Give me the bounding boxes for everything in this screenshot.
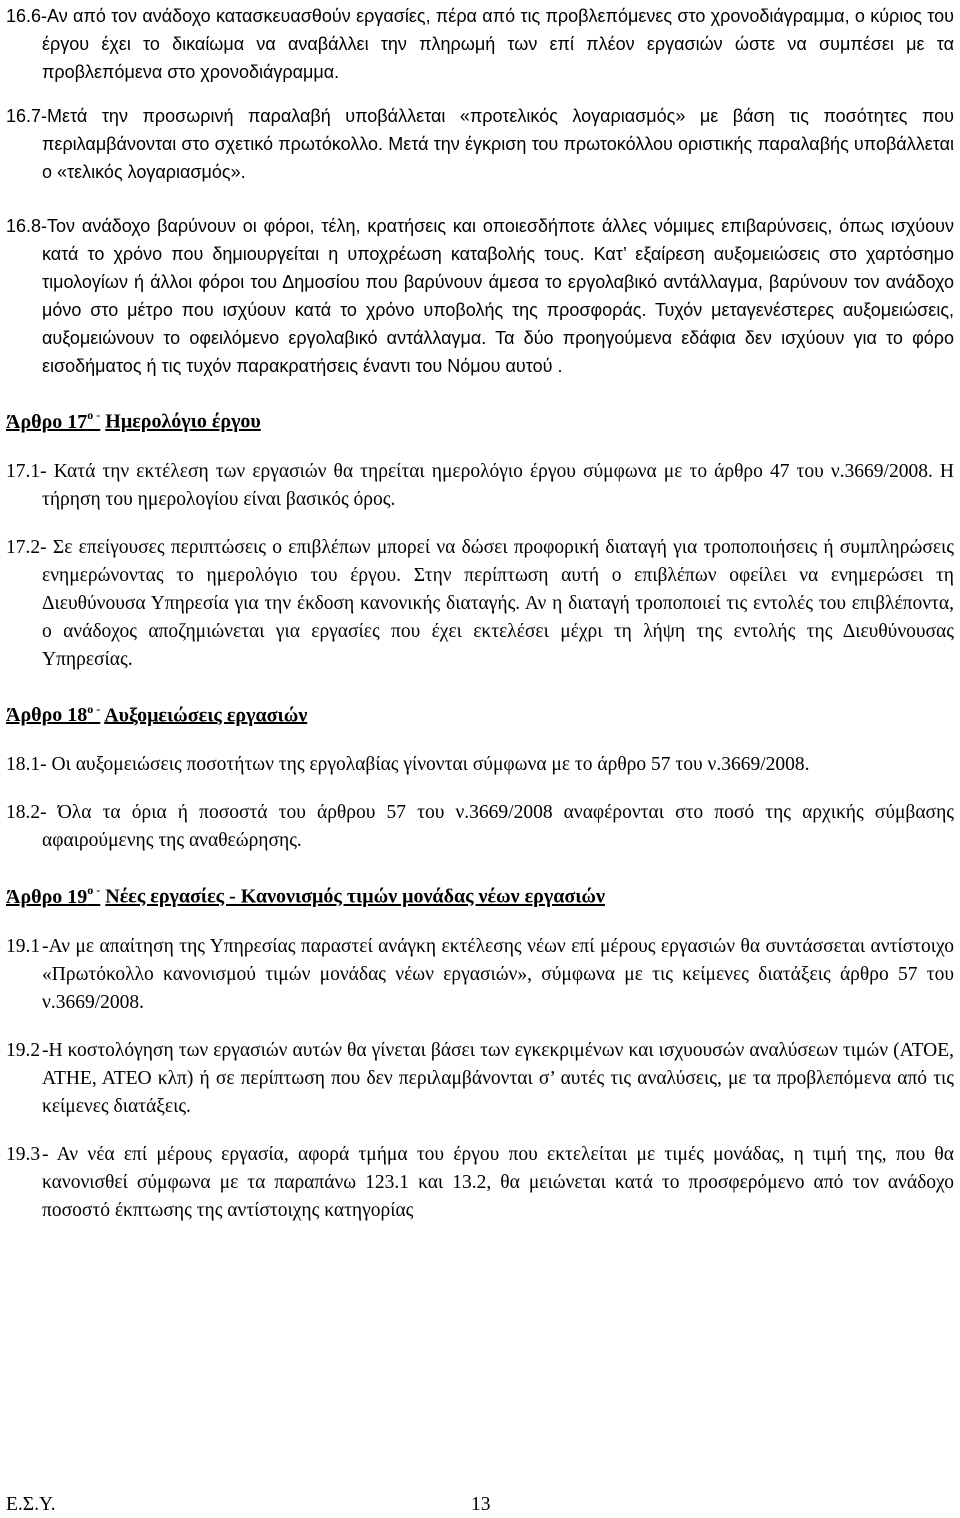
paragraph-18-2: 18.2- Όλα τα όρια ή ποσοστά του άρθρου 57 του ν.3669/2008 αναφέρονται στο ποσό της αρχικής σύμβασης αφαιρούμενης της αναθεώρησης. — [6, 802, 954, 852]
paragraph-17-2: 17.2- Σε επείγουσες περιπτώσεις ο επιβλέπων μπορεί να δώσει προφορική διαταγή για τροποποιήσεις ή συμπληρώσεις ενημερώνοντας το ημερολόγιο του έργου. Στην περίπτωση αυτή ο επιβλέπων οφείλει να ενημερώσει τη Διευθύνουσα Υπηρεσία για την έκδοση κανονικής διαταγής. Αν η διαταγή τροποποιεί τις εντολές του επιβλέποντα, ο ανάδοχος αποζημιώνεται για εργασίες που έχει εκτελέσει μέχρι τη λήψη της εντολής της Διευθύνουσας Υπηρεσίας. — [6, 536, 954, 670]
paragraph-16-7: 16.7-Μετά την προσωρινή παραλαβή υποβάλλεται «προτελικός λογαριασμός» με βάση τις ποσότητες που περιλαμβάνονται στο σχετικό πρωτόκολλο. Μετά την έγκριση του πρωτοκόλλου οριστικής παραλαβής υποβάλλεται ο «τελικός λογαριασμός». — [6, 106, 954, 182]
paragraph-19-2 — [6, 1037, 954, 1121]
paragraph-18-1: 18.1- Οι αυξομειώσεις ποσοτήτων της εργολαβίας γίνονται σύμφωνα με το άρθρο 57 του ν.3669/2008. — [6, 754, 810, 776]
article-17-heading — [6, 402, 954, 436]
article-18-label: Άρθρο 18 — [6, 704, 88, 727]
article-17-sup: ο - — [87, 408, 101, 422]
article-18-heading — [6, 696, 954, 730]
article-18-title: Αυξομειώσεις εργασιών — [104, 704, 308, 727]
paragraph-19-3 — [6, 1141, 954, 1225]
paragraph-17-1: 17.1- Κατά την εκτέλεση των εργασιών θα τηρείται ημερολόγιο έργου σύμφωνα με το άρθρο 47 του ν.3669/2008. Η τήρηση του ημερολογίου είναι βασικός όρος. — [6, 460, 954, 510]
page-number: 13 — [471, 1494, 491, 1515]
footer-label: Ε.Σ.Υ. — [6, 1494, 56, 1515]
item-text: -Αν με απαίτηση της Υπηρεσίας παραστεί ανάγκη εκτέλεσης νέων επί μέρους εργασιών θα συντάσσεται αντίστοιχο «Πρωτόκολλο κανονισμού τιμών μονάδας νέων εργασιών», σύμφωνα με τις κείμενες διατάξεις άρθρο 57 του ν.3669/2008. — [42, 935, 954, 1013]
article-19-title: Νέες εργασίες - Κανονισμός τιμών μονάδας νέων εργασιών — [105, 885, 605, 908]
paragraph-16-8: 16.8-Τον ανάδοχο βαρύνουν οι φόροι, τέλη, κρατήσεις και οποιεσδήποτε άλλες νόμιμες επιβαρύνσεις, όπως ισχύουν κατά το χρόνο που δημιουργείται η υποχρέωση καταβολής τους. Κατ’ εξαίρεση αυξομειώσεις στο χαρτόσημο τιμολογίων ή άλλοι φόροι του Δημοσίου που βαρύνουν άμεσα το εργολαβικό αντάλλαγμα, βαρύνουν τον ανάδοχο μόνο στο μέτρο που ισχύουν κατά το χρόνο υποβολής της προσφοράς. Τυχόν μεταγενέστερες αυξομειώσεις, αυξομειώνουν το οφειλόμενο εργολαβικό αντάλλαγμα. Τα δύο προηγούμενα εδάφια δεν ισχύουν για το φόρο εισοδήματος ή τις τυχόν παρακρατήσεις έναντι του Νόμου αυτού . — [6, 216, 954, 376]
article-19-heading — [6, 877, 954, 911]
item-text: - Αν νέα επί μέρους εργασία, αφορά τμήμα του έργου που εκτελείται με τιμές μονάδας, η τιμή της, που θα κανονισθεί σύμφωνα με τα παραπάνω 123.1 και 13.2, θα μειώνεται κατά το προσφερόμενο από τον ανάδοχο ποσοστό έκπτωσης της αντίστοιχης κατηγορίας — [42, 1143, 954, 1221]
article-17-label: Άρθρο 17 — [6, 410, 88, 433]
item-number: 19.3 — [6, 1143, 41, 1165]
item-text: -Η κοστολόγηση των εργασιών αυτών θα γίνεται βάσει των εγκεκριμένων και ισχυουσών αναλύσεων τιμών (ΑΤΟΕ, ΑΤΗΕ, ΑΤΕΟ κλπ) ή σε περίπτωση που δεν περιλαμβάνονται σ’ αυτές τις αναλύσεις, με τα προβλεπόμενα από τις κείμενες διατάξεις. — [42, 1039, 954, 1117]
item-number: 19.2 — [6, 1039, 41, 1061]
article-18-sup: ο - — [87, 701, 101, 716]
paragraph-19-1 — [6, 933, 954, 1017]
article-19-sup: ο - — [87, 883, 101, 898]
document-page — [6, 0, 954, 1515]
article-19-label: Άρθρο 19 — [6, 885, 88, 908]
item-number: 19.1 — [6, 935, 41, 957]
paragraph-16-6: 16.6-Αν από τον ανάδοχο κατασκευασθούν εργασίες, πέρα από τις προβλεπόμενες στο χρονοδιάγραμμα, ο κύριος του έργου έχει το δικαίωμα να αναβάλλει την πληρωμή των επί πλέον εργασιών ώστε να συμπέσει με τα προβλεπόμενα στο χρονοδιάγραμμα. — [6, 6, 954, 82]
article-17-title: Ημερολόγιο έργου — [105, 410, 261, 433]
